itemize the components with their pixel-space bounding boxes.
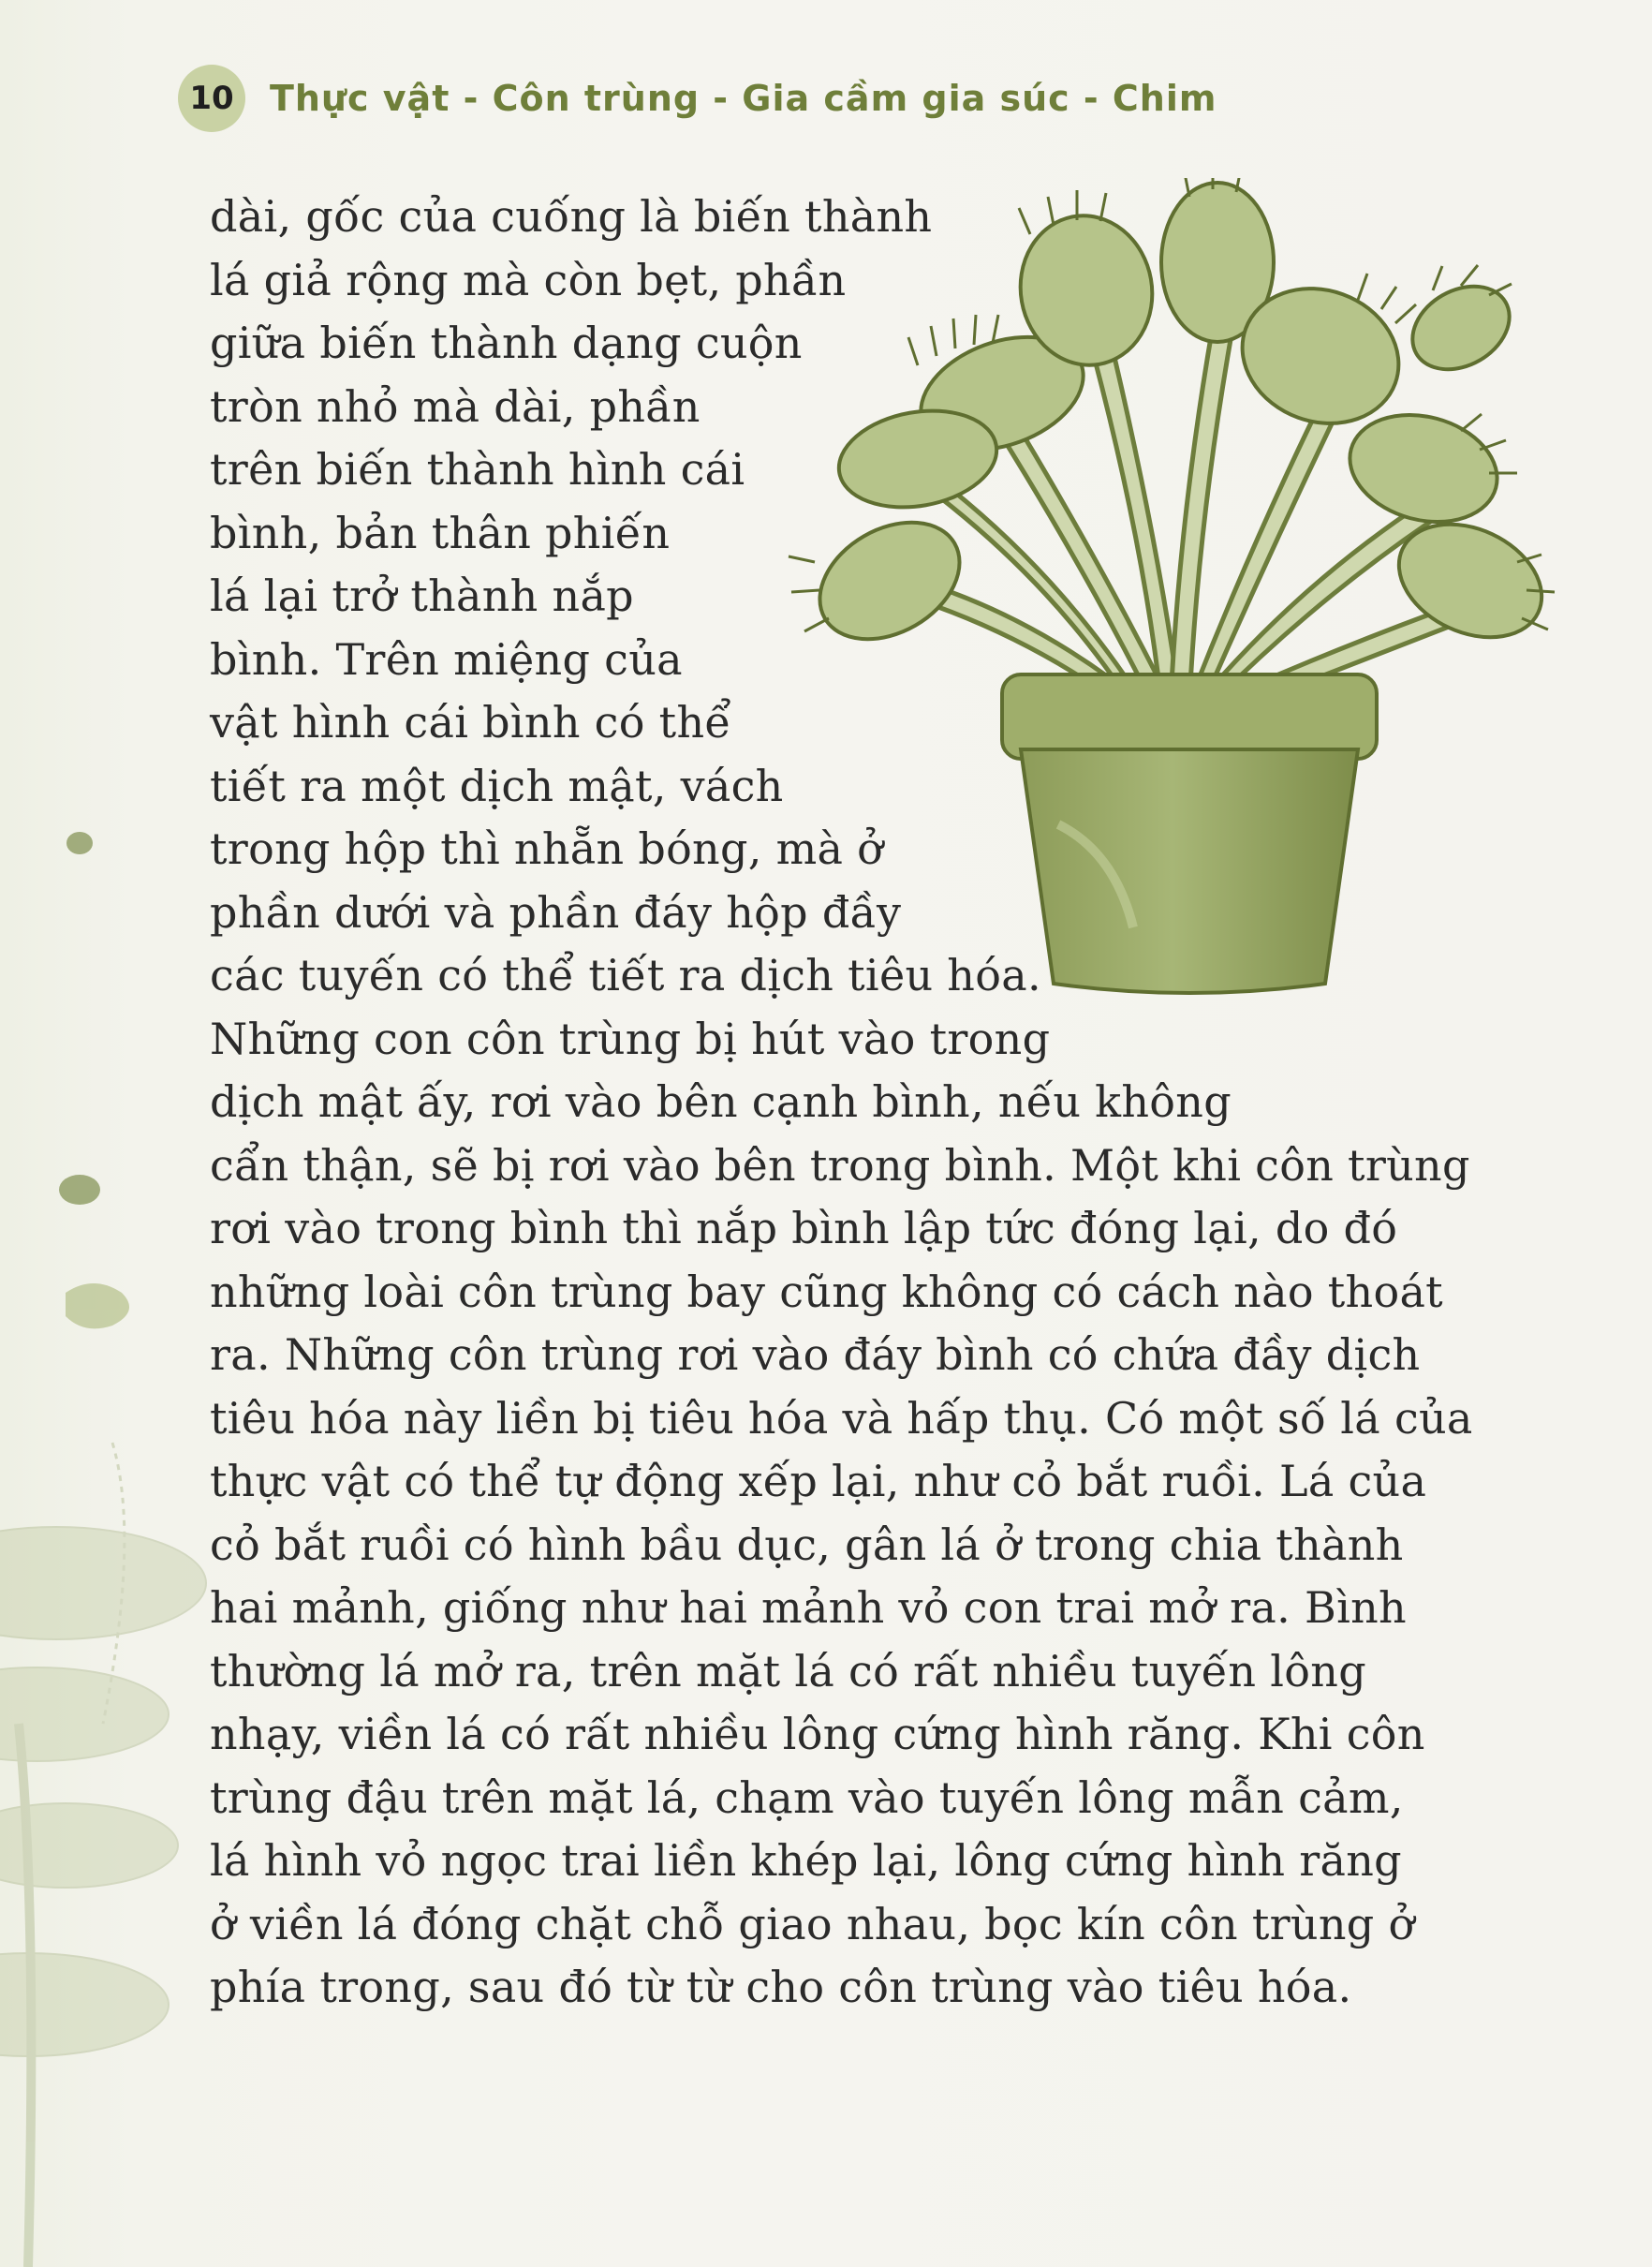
text-line: Những con côn trùng bị hút vào trong	[210, 1013, 1051, 1064]
text-line: bình, bản thân phiến	[210, 507, 671, 558]
text-line: dịch mật ấy, rơi vào bên cạnh bình, nếu không	[210, 1076, 1232, 1127]
text-line: hai mảnh, giống như hai mảnh vỏ con trai mở ra. Bình	[210, 1582, 1407, 1633]
text-line: tiết ra một dịch mật, vách	[210, 760, 784, 811]
page-number: 10	[178, 65, 245, 132]
text-line: những loài côn trùng bay cũng không có cách nào thoát	[210, 1266, 1443, 1317]
text-line: cẩn thận, sẽ bị rơi vào bên trong bình. Một khi côn trùng	[210, 1139, 1470, 1191]
body-text	[210, 185, 1473, 2020]
text-line: dài, gốc của cuống là biến thành	[210, 191, 933, 242]
text-line: lá hình vỏ ngọc trai liền khép lại, lông cứng hình răng	[210, 1835, 1402, 1886]
text-line: thực vật có thể tự động xếp lại, như cỏ bắt ruồi. Lá của	[210, 1456, 1427, 1506]
text-line: tròn nhỏ mà dài, phần	[210, 380, 701, 432]
margin-decoration-icon	[0, 787, 225, 2267]
text-line: vật hình cái bình có thể	[210, 697, 731, 748]
text-line: phần dưới và phần đáy hộp đầy	[210, 886, 902, 938]
running-title: Thực vật - Côn trùng - Gia cầm gia súc - Chim	[270, 78, 1217, 119]
text-line: bình. Trên miệng của	[210, 633, 683, 685]
text-line: phía trong, sau đó từ từ cho côn trùng vào tiêu hóa.	[210, 1962, 1352, 2012]
text-line: rơi vào trong bình thì nắp bình lập tức đóng lại, do đó	[210, 1203, 1398, 1253]
text-line: ở viền lá đóng chặt chỗ giao nhau, bọc kín côn trùng ở	[210, 1898, 1415, 1949]
text-line: trùng đậu trên mặt lá, chạm vào tuyến lông mẫn cảm,	[210, 1771, 1404, 1823]
text-line: các tuyến có thể tiết ra dịch tiêu hóa.	[210, 950, 1041, 1000]
text-line: ra. Những côn trùng rơi vào đáy bình có chứa đầy dịch	[210, 1329, 1421, 1380]
text-line: tiêu hóa này liền bị tiêu hóa và hấp thụ. Có một số lá của	[210, 1392, 1473, 1444]
text-line: giữa biến thành dạng cuộn	[210, 318, 803, 368]
text-line: trong hộp thì nhẵn bóng, mà ở	[210, 823, 884, 874]
text-line: lá giả rộng mà còn bẹt, phần	[210, 254, 847, 305]
text-line: nhạy, viền lá có rất nhiều lông cứng hình răng. Khi côn	[210, 1709, 1425, 1759]
page-header	[178, 66, 1217, 131]
text-line: cỏ bắt ruồi có hình bầu dục, gân lá ở trong chia thành	[210, 1519, 1404, 1570]
text-line: trên biến thành hình cái	[210, 444, 745, 495]
text-line: lá lại trở thành nắp	[210, 570, 634, 621]
text-line: thường lá mở ra, trên mặt lá có rất nhiều tuyến lông	[210, 1645, 1366, 1697]
